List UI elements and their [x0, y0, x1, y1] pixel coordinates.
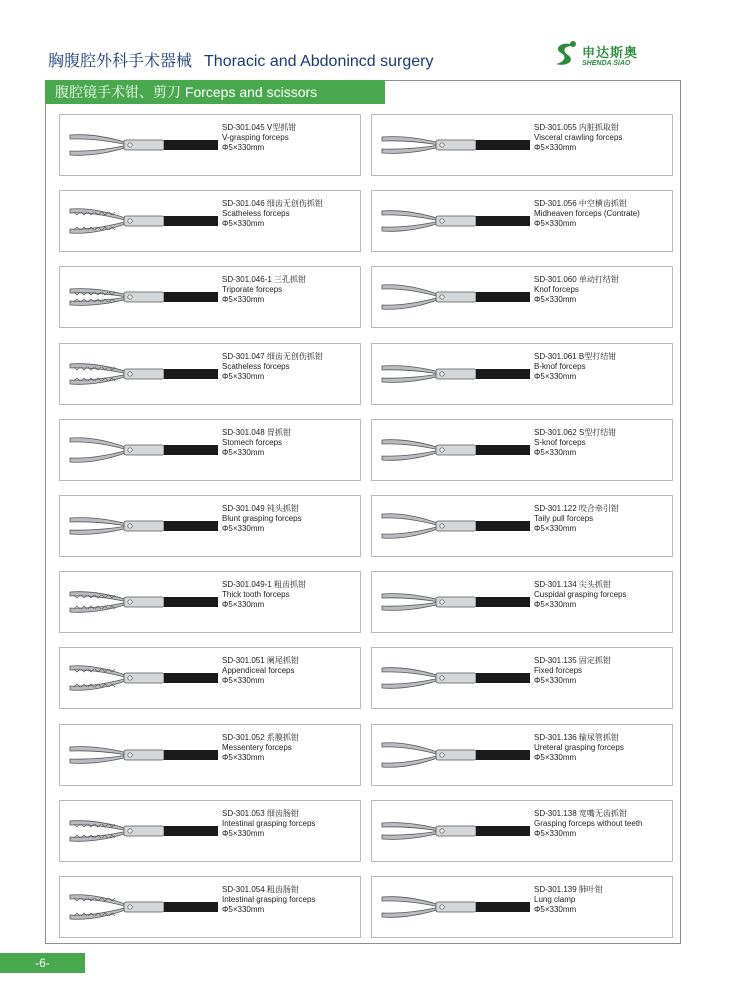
product-code: SD-301.052 系膜抓钳	[222, 733, 299, 742]
product-code: SD-301.051 阑尾抓钳	[222, 656, 299, 665]
product-code: SD-301.049 钝头抓钳	[222, 504, 299, 513]
product-info	[222, 275, 306, 305]
product-name: Messentery forceps	[222, 743, 292, 752]
product-info	[534, 275, 619, 305]
product-info	[222, 428, 291, 458]
product-name: Intestinal grasping forceps	[222, 895, 316, 904]
product-info	[534, 580, 627, 610]
product-code: SD-301.054 粗齿肠钳	[222, 885, 299, 894]
product-card	[371, 495, 673, 557]
taily-pull-forceps-icon	[378, 500, 533, 554]
product-name: Fixed forceps	[534, 666, 583, 675]
product-info	[534, 885, 603, 915]
product-info	[222, 123, 296, 153]
product-name: Knof forceps	[534, 285, 579, 294]
product-info	[222, 733, 299, 763]
scatheless-forceps-icon	[66, 348, 221, 402]
product-code: SD-301.134 尖头抓钳	[534, 580, 611, 589]
product-card	[371, 571, 673, 633]
product-card	[59, 114, 361, 176]
product-info	[534, 733, 624, 763]
product-code: SD-301.135 固定抓钳	[534, 656, 611, 665]
product-size: Φ5×330mm	[222, 676, 265, 685]
product-info	[222, 352, 323, 382]
product-size: Φ5×330mm	[222, 753, 265, 762]
product-code: SD-301.047 细齿无创伤抓钳	[222, 352, 323, 361]
product-code: SD-301.139 肺叶钳	[534, 885, 603, 894]
product-size: Φ5×330mm	[534, 143, 577, 152]
product-card	[59, 724, 361, 786]
brand-logo-icon	[552, 40, 578, 68]
product-info	[222, 199, 323, 229]
product-card	[371, 114, 673, 176]
product-code: SD-301.062 S型打结钳	[534, 428, 617, 437]
product-card	[371, 343, 673, 405]
product-info	[222, 809, 315, 839]
product-name: Midheaven forceps (Contrate)	[534, 209, 640, 218]
brand-name-en: SHENDA SIAO	[582, 60, 631, 67]
product-name: Taily pull forceps	[534, 514, 594, 523]
product-size: Φ5×330mm	[534, 600, 577, 609]
intestinal-grasping-forceps-icon	[66, 805, 221, 859]
product-name: Stomech forceps	[222, 438, 283, 447]
brand-logo	[552, 38, 672, 72]
triporate-forceps-icon	[66, 271, 221, 325]
product-size: Φ5×330mm	[534, 829, 577, 838]
product-size: Φ5×330mm	[534, 219, 577, 228]
product-size: Φ5×330mm	[222, 829, 265, 838]
product-size: Φ5×330mm	[534, 524, 577, 533]
product-size: Φ5×330mm	[222, 219, 265, 228]
product-name: S-knof forceps	[534, 438, 586, 447]
product-card	[59, 266, 361, 328]
product-info	[222, 580, 306, 610]
product-code: SD-301.055 内脏抓取钳	[534, 123, 619, 132]
product-card	[59, 343, 361, 405]
appendiceal-forceps-icon	[66, 652, 221, 706]
product-size: Φ5×330mm	[534, 753, 577, 762]
product-info	[222, 885, 315, 915]
product-size: Φ5×330mm	[222, 524, 265, 533]
product-info	[534, 123, 622, 153]
product-size: Φ5×330mm	[534, 676, 577, 685]
b-knof-forceps-icon	[378, 348, 533, 402]
product-name: V-grasping forceps	[222, 133, 289, 142]
product-code: SD-301.046 细齿无创伤抓钳	[222, 199, 323, 208]
product-name: Lung clamp	[534, 895, 576, 904]
product-code: SD-301.060 单动打结钳	[534, 275, 619, 284]
stomach-forceps-icon	[66, 424, 221, 478]
product-size: Φ5×330mm	[222, 295, 265, 304]
product-name: Visceral crawling forceps	[534, 133, 623, 142]
grasping-forceps-without-teeth-icon	[378, 805, 533, 859]
thick-tooth-forceps-icon	[66, 576, 221, 630]
product-info	[222, 504, 302, 534]
product-name: Appendiceal forceps	[222, 666, 295, 675]
product-size: Φ5×330mm	[534, 372, 577, 381]
midheaven-forceps-icon	[378, 195, 533, 249]
product-card	[59, 876, 361, 938]
product-info	[534, 428, 616, 458]
visceral-crawling-forceps-icon	[378, 119, 533, 173]
product-card	[371, 647, 673, 709]
fixed-forceps-icon	[378, 652, 533, 706]
cuspidal-grasping-forceps-icon	[378, 576, 533, 630]
product-size: Φ5×330mm	[222, 905, 265, 914]
product-info	[534, 352, 616, 382]
page-number: -6-	[0, 953, 85, 973]
product-card	[59, 571, 361, 633]
product-code: SD-301.049-1 粗齿抓钳	[222, 580, 307, 589]
product-card	[371, 266, 673, 328]
blunt-grasping-forceps-icon	[66, 500, 221, 554]
product-code: SD-301.138 宽嘴无齿抓钳	[534, 809, 627, 818]
product-name: Ureteral grasping forceps	[534, 743, 624, 752]
product-size: Φ5×330mm	[222, 600, 265, 609]
product-code: SD-301.046-1 三孔抓钳	[222, 275, 307, 284]
intestinal-grasping-forceps-icon	[66, 881, 221, 935]
product-name: B-knof forceps	[534, 362, 586, 371]
product-code: SD-301.061 B型打结钳	[534, 352, 617, 361]
product-card	[59, 190, 361, 252]
messentery-forceps-icon	[66, 729, 221, 783]
product-card	[59, 800, 361, 862]
v-grasping-forceps-icon	[66, 119, 221, 173]
page-title-cn: 胸腹腔外科手术器械	[48, 53, 193, 70]
product-name: Grasping forceps without teeth	[534, 819, 643, 828]
product-size: Φ5×330mm	[222, 448, 265, 457]
product-name: Intestinal grasping forceps	[222, 819, 316, 828]
product-card	[59, 495, 361, 557]
product-card	[59, 419, 361, 481]
product-size: Φ5×330mm	[534, 295, 577, 304]
product-info	[534, 199, 640, 229]
product-card	[59, 647, 361, 709]
page-title	[48, 48, 433, 71]
knof-forceps-icon	[378, 271, 533, 325]
product-code: SD-301.053 细齿肠钳	[222, 809, 299, 818]
product-card	[371, 190, 673, 252]
product-code: SD-301.136 输尿管抓钳	[534, 733, 619, 742]
product-size: Φ5×330mm	[534, 448, 577, 457]
section-title: 腹腔镜手术钳、剪刀 Forceps and scissors	[45, 80, 385, 104]
product-card	[371, 724, 673, 786]
product-size: Φ5×330mm	[222, 372, 265, 381]
product-name: Cuspidal grasping forceps	[534, 590, 627, 599]
lung-clamp-icon	[378, 881, 533, 935]
product-size: Φ5×330mm	[222, 143, 265, 152]
brand-name-cn: 申达斯奥	[582, 45, 639, 60]
product-card	[371, 800, 673, 862]
product-size: Φ5×330mm	[534, 905, 577, 914]
scatheless-forceps-icon	[66, 195, 221, 249]
page-title-en: Thoracic and Abdonincd surgery	[204, 53, 434, 70]
product-code: SD-301.122 咬合牵引钳	[534, 504, 619, 513]
product-name: Triporate forceps	[222, 285, 283, 294]
product-code: SD-301.045 V型抓钳	[222, 123, 297, 132]
product-name: Blunt grasping forceps	[222, 514, 302, 523]
product-code: SD-301.056 中空横齿抓钳	[534, 199, 627, 208]
product-name: Scatheless forceps	[222, 362, 290, 371]
product-code: SD-301.048 胃抓钳	[222, 428, 291, 437]
s-knof-forceps-icon	[378, 424, 533, 478]
product-info	[534, 809, 643, 839]
product-info	[222, 656, 299, 686]
product-name: Scatheless forceps	[222, 209, 290, 218]
product-card	[371, 419, 673, 481]
product-info	[534, 504, 619, 534]
product-card	[371, 876, 673, 938]
product-name: Thick tooth forceps	[222, 590, 290, 599]
ureteral-grasping-forceps-icon	[378, 729, 533, 783]
product-info	[534, 656, 611, 686]
